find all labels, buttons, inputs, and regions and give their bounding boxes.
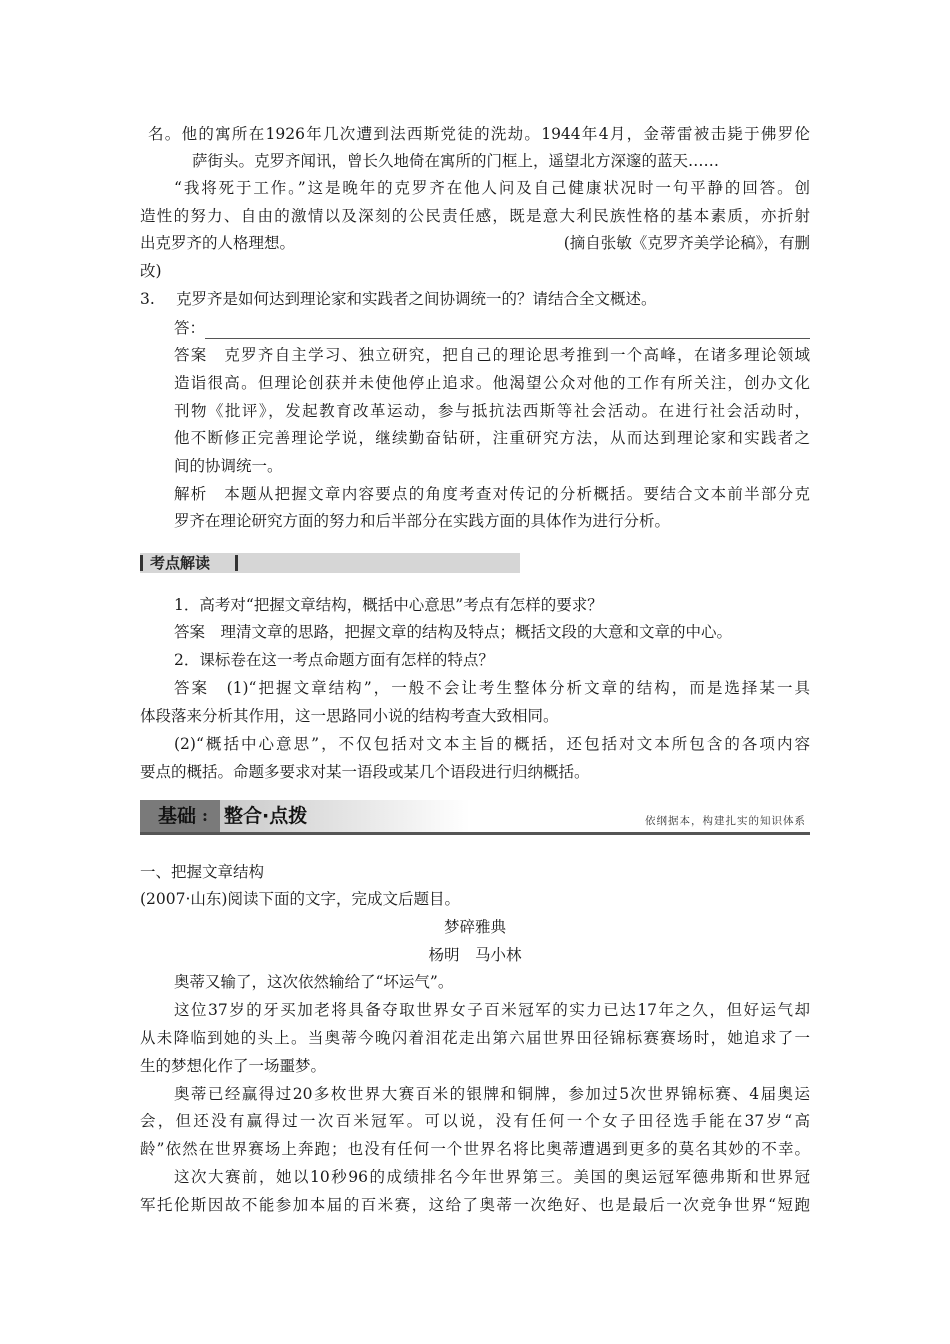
banner-right-label: 整合·点拨 — [224, 805, 308, 827]
article-line: 生的梦想化作了一场噩梦。 — [140, 1057, 327, 1075]
analysis-line: 罗齐在理论研究方面的努力和后半部分在实践方面的具体作为进行分析。 — [174, 512, 671, 530]
article-line: 奥蒂又输了，这次依然输给了“坏运气”。 — [174, 973, 454, 991]
part-heading: 一、把握文章结构 — [140, 863, 265, 881]
section-header-kaodian — [140, 553, 520, 573]
article-line: 这位37岁的牙买加老将具备夺取世界女子百米冠军的实力已达17年之久，但好运气却 — [174, 1001, 810, 1019]
answer-line: 他不断修正完善理论学说，继续勤奋钻研，注重研究方法，从而达到理论家和实践者之 — [174, 429, 810, 447]
answer-line: 造诣很高。但理论创获并未使他停止追求。他渴望公众对他的工作有所关注，创办文化 — [174, 374, 810, 392]
banner-colon: : — [202, 806, 208, 825]
analysis-line: 解析 本题从把握文章内容要点的角度考查对传记的分析概括。要结合文本前半部分克 — [174, 485, 810, 503]
banner-left-label: 基础 — [158, 805, 197, 827]
question-text: 克罗齐是如何达到理论家和实践者之间协调统一的？请结合全文概述。 — [176, 290, 657, 308]
intro-line-5-left: 出克罗齐的人格理想。 — [140, 234, 296, 252]
intro-line-1: 名。他的寓所在1926年几次遭到法西斯党徒的洗劫。1944年4月，金蒂雷被击毙于佛罗伦 — [148, 125, 810, 143]
article-line: 龄”依然在世界赛场上奔跑；也没有任何一个世界名将比奥蒂遭遇到更多的莫名其妙的不幸。 — [140, 1140, 810, 1158]
answer-prompt: 答： — [174, 319, 206, 337]
article-line: 这次大赛前，她以10秒96的成绩排名今年世界第三。美国的奥运冠军德弗斯和世界冠 — [174, 1168, 810, 1186]
article-line: 从未降临到她的头上。当奥蒂今晚闪着泪花走出第六届世界田径锦标赛赛场时，她追求了一 — [140, 1029, 810, 1047]
banner-divider — [140, 832, 810, 835]
question-source: (2007·山东)阅读下面的文字，完成文后题目。 — [140, 890, 460, 908]
article-line: 会，但还没有赢得过一次百米冠军。可以说，没有任何一个女子田径选手能在37岁“高 — [140, 1112, 810, 1130]
kaodian-answer-1: 答案 理清文章的思路，把握文章的结构及特点；概括文段的大意和文章的中心。 — [174, 623, 733, 641]
question-number: 3. — [140, 290, 155, 308]
kaodian-answer-2-part2-cont: 要点的概括。命题多要求对某一语段或某几个语段进行归纳概括。 — [140, 763, 590, 781]
kaodian-answer-2-part2: (2)“概括中心意思”，不仅包括对文本主旨的概括，还包括对文本所包含的各项内容 — [174, 735, 810, 753]
answer-line: 间的协调统一。 — [174, 457, 283, 475]
section-banner-jichu — [140, 800, 810, 832]
intro-line-3: “我将死于工作。”这是晚年的克罗齐在他人问及自己健康状况时一句平静的回答。创 — [174, 179, 810, 197]
article-authors: 杨明 马小林 — [428, 946, 522, 964]
section-title: 考点解读 — [150, 554, 211, 572]
answer-line: 刊物《批评》，发起教育改革运动，参与抵抗法西斯等社会活动。在进行社会活动时， — [174, 402, 810, 420]
kaodian-question-2: 2．课标卷在这一考点命题方面有怎样的特点？ — [174, 651, 494, 669]
kaodian-answer-2: 答案 (1)“把握文章结构”，一般不会让考生整体分析文章的结构，而是选择某一具 — [174, 679, 810, 697]
article-title: 梦碎雅典 — [443, 918, 506, 936]
section-marker — [140, 555, 143, 571]
kaodian-answer-2-cont: 体段落来分析其作用，这一思路同小说的结构考查大致相同。 — [140, 707, 559, 725]
answer-line: 答案 克罗齐自主学习、独立研究，把自己的理论思考推到一个高峰，在诸多理论领域 — [174, 346, 810, 364]
citation: (摘自张敏《克罗齐美学论稿》，有删 — [563, 234, 810, 252]
intro-line-6: 改) — [140, 262, 162, 280]
kaodian-question-1: 1．高考对“把握文章结构，概括中心意思”考点有怎样的要求？ — [174, 596, 603, 614]
intro-line-2: 萨街头。克罗齐闻讯，曾长久地倚在寓所的门框上，遥望北方深邃的蓝天…… — [192, 152, 720, 170]
intro-line-4: 造性的努力、自由的激情以及深刻的公民责任感，既是意大利民族性格的基本素质，亦折射 — [140, 207, 810, 225]
answer-blank-line[interactable] — [205, 338, 810, 339]
article-line: 奥蒂已经赢得过20多枚世界大赛百米的银牌和铜牌，参加过5次世界锦标赛、4届奥运 — [174, 1085, 810, 1103]
article-line: 军托伦斯因故不能参加本届的百米赛，这给了奥蒂一次绝好、也是最后一次竞争世界“短跑 — [140, 1196, 810, 1214]
section-marker — [235, 555, 238, 571]
banner-subtitle: 依纲据本，构建扎实的知识体系 — [645, 815, 806, 827]
